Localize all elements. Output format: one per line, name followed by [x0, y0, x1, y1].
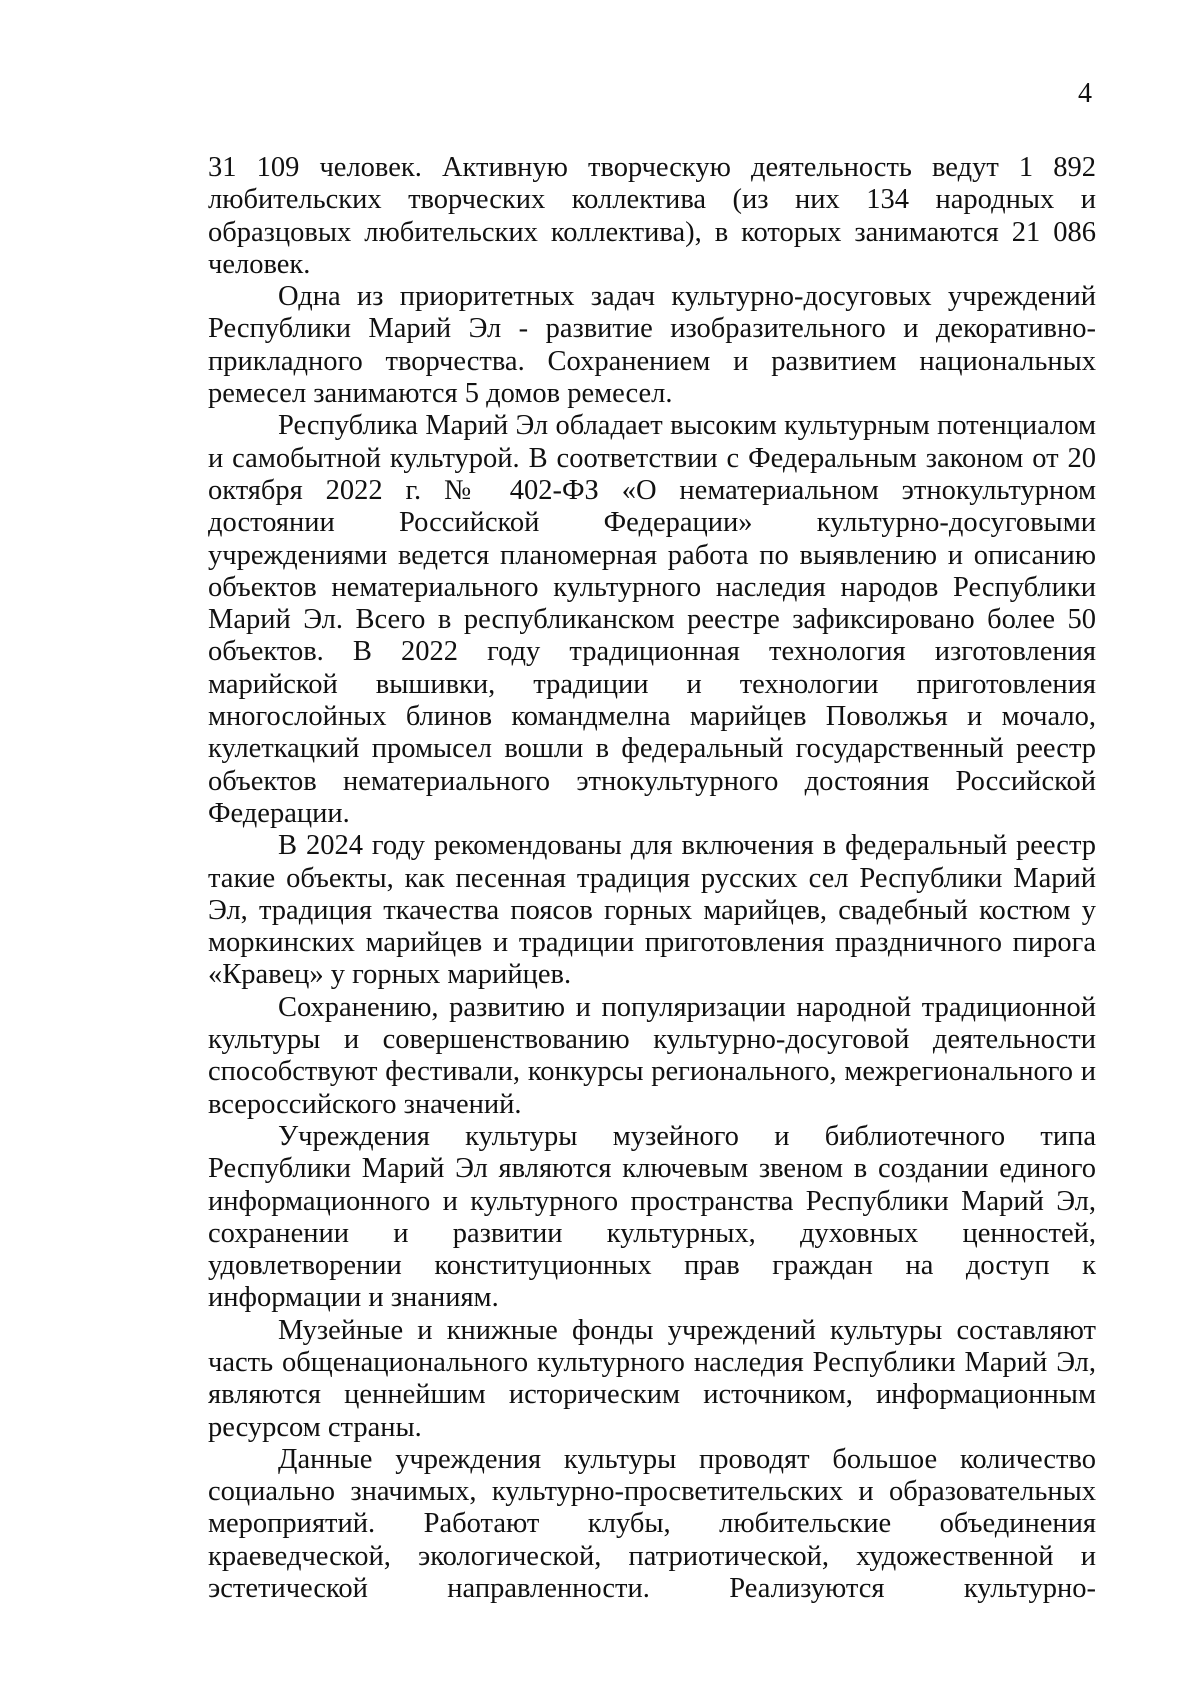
document-body: [208, 152, 1096, 1605]
paragraph-heritage: Республика Марий Эл обладает высоким культурным потенциалом и самобытной культурой. В соответствии с Федеральным законом от 20 октября 2022 г. № 402-ФЗ «О нематериальном этнокультурном достоянии Российской Федерации» культурно-досуговыми учреждениями ведется планомерная работа по выявлению и описанию объектов нематериального культурного наследия народов Республики Марий Эл. Всего в республиканском реестре зафиксировано более 50 объектов. В 2022 году традиционная технология изготовления марийской вышивки, традиции и технологии приготовления многослойных блинов командмелна марийцев Поволжья и мочало, кулеткацкий промысел вошли в федеральный государственный реестр объектов нематериального этнокультурного достояния Российской Федерации.: [208, 410, 1096, 829]
paragraph-festivals: Сохранению, развитию и популяризации народной традиционной культуры и совершенствованию культурно-досуговой деятельности способствуют фестивали, конкурсы регионального, межрегионального и всероссийского значений.: [208, 991, 1096, 1120]
paragraph-museums-libraries: Учреждения культуры музейного и библиотечного типа Республики Марий Эл являются ключевым звеном в создании единого информационного и культурного пространства Республики Марий Эл, сохранении и развитии культурных, духовных ценностей, удовлетворении конституционных прав граждан на доступ к информации и знаниям.: [208, 1120, 1096, 1314]
page-number: 4: [1078, 78, 1092, 109]
paragraph-events: Данные учреждения культуры проводят большое количество социально значимых, культурно-просветительских и образовательных мероприятий. Работают клубы, любительские объединения краеведческой, экологической, патриотической, художественной и эстетической направленности. Реализуются культурно-: [208, 1443, 1096, 1605]
paragraph-funds: Музейные и книжные фонды учреждений культуры составляют часть общенационального культурного наследия Республики Марий Эл, являются ценнейшим историческим источником, информационным ресурсом страны.: [208, 1314, 1096, 1443]
paragraph-continuation: 31 109 человек. Активную творческую деятельность ведут 1 892 любительских творческих коллектива (из них 134 народных и образцовых любительских коллектива), в которых занимаются 21 086 человек.: [208, 152, 1096, 280]
paragraph-2024-registry: В 2024 году рекомендованы для включения в федеральный реестр такие объекты, как песенная традиция русских сел Республики Марий Эл, традиция ткачества поясов горных марийцев, свадебный костюм у моркинских марийцев и традиции приготовления праздничного пирога «Кравец» у горных марийцев.: [208, 830, 1096, 991]
paragraph-crafts: Одна из приоритетных задач культурно-досуговых учреждений Республики Марий Эл - развитие изобразительного и декоративно-прикладного творчества. Сохранением и развитием национальных ремесел занимаются 5 домов ремесел.: [208, 281, 1096, 410]
